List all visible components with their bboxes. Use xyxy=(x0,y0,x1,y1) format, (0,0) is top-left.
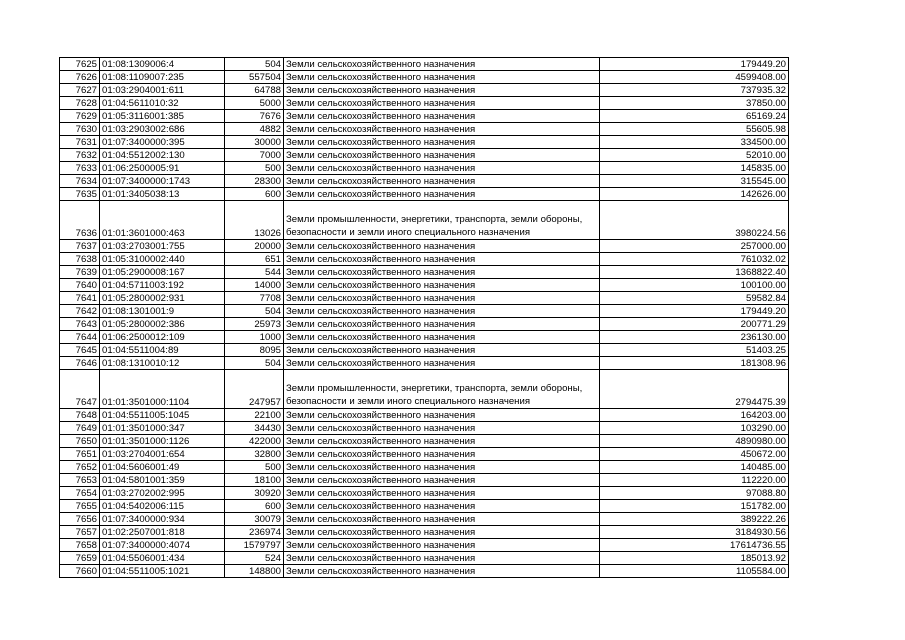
cadastral-value-cell: 257000.00 xyxy=(600,240,789,253)
cadastral-value-cell: 100100.00 xyxy=(600,279,789,292)
cadastral-number-cell: 01:05:2800002:386 xyxy=(100,318,225,331)
cadastral-number-cell: 01:03:2903002:686 xyxy=(100,123,225,136)
area-cell: 30000 xyxy=(225,136,284,149)
cadastral-number-cell: 01:07:3400000:1743 xyxy=(100,175,225,188)
area-cell: 504 xyxy=(225,357,284,370)
cadastral-value-cell: 112220.00 xyxy=(600,474,789,487)
cadastral-number-cell: 01:06:2500005:91 xyxy=(100,162,225,175)
table-row xyxy=(60,292,789,305)
land-category-cell: Земли сельскохозяйственного назначения xyxy=(284,513,600,526)
row-number-cell: 7626 xyxy=(60,71,100,84)
land-category-cell: Земли сельскохозяйственного назначения xyxy=(284,331,600,344)
row-number-cell: 7625 xyxy=(60,58,100,71)
row-number-cell: 7657 xyxy=(60,526,100,539)
cadastral-number-cell: 01:03:2702002:995 xyxy=(100,487,225,500)
table-row xyxy=(60,279,789,292)
area-cell: 5000 xyxy=(225,97,284,110)
land-category-cell: Земли промышленности, энергетики, транспорта, земли обороны, безопасности и земли иного специального назначения xyxy=(284,201,600,240)
land-category-cell: Земли сельскохозяйственного назначения xyxy=(284,175,600,188)
cadastral-number-cell: 01:04:5511005:1021 xyxy=(100,565,225,578)
cadastral-number-cell: 01:04:5801001:359 xyxy=(100,474,225,487)
row-number-cell: 7651 xyxy=(60,448,100,461)
row-number-cell: 7652 xyxy=(60,461,100,474)
area-cell: 8095 xyxy=(225,344,284,357)
land-category-cell: Земли сельскохозяйственного назначения xyxy=(284,123,600,136)
area-cell: 30079 xyxy=(225,513,284,526)
cadastral-number-cell: 01:01:3405038:13 xyxy=(100,188,225,201)
cadastral-value-cell: 1368822.40 xyxy=(600,266,789,279)
cadastral-value-cell: 2794475.39 xyxy=(600,370,789,409)
row-number-cell: 7648 xyxy=(60,409,100,422)
table-row xyxy=(60,526,789,539)
land-category-cell: Земли сельскохозяйственного назначения xyxy=(284,58,600,71)
cadastral-value-cell: 179449.20 xyxy=(600,305,789,318)
land-category-cell: Земли сельскохозяйственного назначения xyxy=(284,474,600,487)
cadastral-number-cell: 01:08:1301001:9 xyxy=(100,305,225,318)
land-category-cell: Земли сельскохозяйственного назначения xyxy=(284,526,600,539)
table-row xyxy=(60,448,789,461)
table-row xyxy=(60,318,789,331)
table-row xyxy=(60,71,789,84)
row-number-cell: 7660 xyxy=(60,565,100,578)
table-row xyxy=(60,149,789,162)
area-cell: 34430 xyxy=(225,422,284,435)
table-row xyxy=(60,474,789,487)
land-category-cell: Земли сельскохозяйственного назначения xyxy=(284,266,600,279)
land-category-cell: Земли сельскохозяйственного назначения xyxy=(284,487,600,500)
land-category-cell: Земли сельскохозяйственного назначения xyxy=(284,500,600,513)
area-cell: 524 xyxy=(225,552,284,565)
cadastral-number-cell: 01:04:5511005:1045 xyxy=(100,409,225,422)
land-registry-body xyxy=(60,58,789,578)
area-cell: 7708 xyxy=(225,292,284,305)
row-number-cell: 7638 xyxy=(60,253,100,266)
area-cell: 504 xyxy=(225,305,284,318)
cadastral-number-cell: 01:08:1310010:12 xyxy=(100,357,225,370)
cadastral-number-cell: 01:03:2703001:755 xyxy=(100,240,225,253)
table-row xyxy=(60,565,789,578)
area-cell: 600 xyxy=(225,188,284,201)
cadastral-number-cell: 01:01:3501000:1126 xyxy=(100,435,225,448)
table-row xyxy=(60,513,789,526)
cadastral-value-cell: 37850.00 xyxy=(600,97,789,110)
area-cell: 30920 xyxy=(225,487,284,500)
area-cell: 25973 xyxy=(225,318,284,331)
cadastral-number-cell: 01:02:2507001:818 xyxy=(100,526,225,539)
cadastral-number-cell: 01:04:5511004:89 xyxy=(100,344,225,357)
row-number-cell: 7627 xyxy=(60,84,100,97)
row-number-cell: 7653 xyxy=(60,474,100,487)
cadastral-value-cell: 17614736.55 xyxy=(600,539,789,552)
land-category-cell: Земли сельскохозяйственного назначения xyxy=(284,344,600,357)
table-row xyxy=(60,266,789,279)
area-cell: 4882 xyxy=(225,123,284,136)
land-category-cell: Земли сельскохозяйственного назначения xyxy=(284,318,600,331)
row-number-cell: 7629 xyxy=(60,110,100,123)
row-number-cell: 7633 xyxy=(60,162,100,175)
cadastral-number-cell: 01:04:5506001:434 xyxy=(100,552,225,565)
land-category-cell: Земли сельскохозяйственного назначения xyxy=(284,136,600,149)
cadastral-number-cell: 01:05:3116001:385 xyxy=(100,110,225,123)
land-category-cell: Земли сельскохозяйственного назначения xyxy=(284,552,600,565)
area-cell: 236974 xyxy=(225,526,284,539)
land-category-cell: Земли сельскохозяйственного назначения xyxy=(284,188,600,201)
area-cell: 32800 xyxy=(225,448,284,461)
cadastral-value-cell: 4599408.00 xyxy=(600,71,789,84)
table-row xyxy=(60,370,789,409)
cadastral-value-cell: 4890980.00 xyxy=(600,435,789,448)
cadastral-value-cell: 52010.00 xyxy=(600,149,789,162)
cadastral-value-cell: 236130.00 xyxy=(600,331,789,344)
table-row xyxy=(60,136,789,149)
area-cell: 7676 xyxy=(225,110,284,123)
cadastral-value-cell: 334500.00 xyxy=(600,136,789,149)
area-cell: 500 xyxy=(225,461,284,474)
land-category-cell: Земли сельскохозяйственного назначения xyxy=(284,71,600,84)
row-number-cell: 7632 xyxy=(60,149,100,162)
area-cell: 600 xyxy=(225,500,284,513)
row-number-cell: 7628 xyxy=(60,97,100,110)
land-category-cell: Земли сельскохозяйственного назначения xyxy=(284,97,600,110)
land-category-cell: Земли промышленности, энергетики, транспорта, земли обороны, безопасности и земли иного специального назначения xyxy=(284,370,600,409)
row-number-cell: 7658 xyxy=(60,539,100,552)
land-category-cell: Земли сельскохозяйственного назначения xyxy=(284,162,600,175)
land-category-cell: Земли сельскохозяйственного назначения xyxy=(284,565,600,578)
cadastral-value-cell: 179449.20 xyxy=(600,58,789,71)
row-number-cell: 7647 xyxy=(60,370,100,409)
row-number-cell: 7650 xyxy=(60,435,100,448)
table-row xyxy=(60,331,789,344)
row-number-cell: 7643 xyxy=(60,318,100,331)
area-cell: 7000 xyxy=(225,149,284,162)
cadastral-value-cell: 59582.84 xyxy=(600,292,789,305)
cadastral-number-cell: 01:01:3501000:1104 xyxy=(100,370,225,409)
table-row xyxy=(60,162,789,175)
table-row xyxy=(60,240,789,253)
area-cell: 1000 xyxy=(225,331,284,344)
row-number-cell: 7646 xyxy=(60,357,100,370)
cadastral-value-cell: 142626.00 xyxy=(600,188,789,201)
cadastral-number-cell: 01:07:3400000:934 xyxy=(100,513,225,526)
row-number-cell: 7637 xyxy=(60,240,100,253)
cadastral-number-cell: 01:07:3400000:4074 xyxy=(100,539,225,552)
cadastral-value-cell: 151782.00 xyxy=(600,500,789,513)
cadastral-value-cell: 3184930.56 xyxy=(600,526,789,539)
cadastral-value-cell: 145835.00 xyxy=(600,162,789,175)
table-row xyxy=(60,357,789,370)
land-category-cell: Земли сельскохозяйственного назначения xyxy=(284,461,600,474)
cadastral-value-cell: 185013.92 xyxy=(600,552,789,565)
land-registry-table xyxy=(59,57,789,578)
row-number-cell: 7641 xyxy=(60,292,100,305)
land-category-cell: Земли сельскохозяйственного назначения xyxy=(284,357,600,370)
table-row xyxy=(60,344,789,357)
cadastral-number-cell: 01:07:3400000:395 xyxy=(100,136,225,149)
table-row xyxy=(60,422,789,435)
cadastral-number-cell: 01:01:3501000:347 xyxy=(100,422,225,435)
table-row xyxy=(60,487,789,500)
area-cell: 422000 xyxy=(225,435,284,448)
area-cell: 14000 xyxy=(225,279,284,292)
area-cell: 247957 xyxy=(225,370,284,409)
cadastral-value-cell: 51403.25 xyxy=(600,344,789,357)
land-category-cell: Земли сельскохозяйственного назначения xyxy=(284,253,600,266)
area-cell: 28300 xyxy=(225,175,284,188)
table-row xyxy=(60,409,789,422)
area-cell: 651 xyxy=(225,253,284,266)
table-row xyxy=(60,435,789,448)
row-number-cell: 7656 xyxy=(60,513,100,526)
cadastral-number-cell: 01:04:5611010:32 xyxy=(100,97,225,110)
row-number-cell: 7649 xyxy=(60,422,100,435)
cadastral-number-cell: 01:05:3100002:440 xyxy=(100,253,225,266)
cadastral-value-cell: 3980224.56 xyxy=(600,201,789,240)
row-number-cell: 7654 xyxy=(60,487,100,500)
table-row xyxy=(60,110,789,123)
row-number-cell: 7645 xyxy=(60,344,100,357)
land-category-cell: Земли сельскохозяйственного назначения xyxy=(284,292,600,305)
land-category-cell: Земли сельскохозяйственного назначения xyxy=(284,422,600,435)
cadastral-number-cell: 01:03:2904001:611 xyxy=(100,84,225,97)
cadastral-number-cell: 01:06:2500012:109 xyxy=(100,331,225,344)
table-row xyxy=(60,97,789,110)
cadastral-number-cell: 01:03:2704001:654 xyxy=(100,448,225,461)
cadastral-value-cell: 164203.00 xyxy=(600,409,789,422)
cadastral-value-cell: 1105584.00 xyxy=(600,565,789,578)
row-number-cell: 7659 xyxy=(60,552,100,565)
area-cell: 500 xyxy=(225,162,284,175)
area-cell: 64788 xyxy=(225,84,284,97)
area-cell: 1579797 xyxy=(225,539,284,552)
cadastral-number-cell: 01:04:5402006:115 xyxy=(100,500,225,513)
table-row xyxy=(60,500,789,513)
cadastral-number-cell: 01:01:3601000:463 xyxy=(100,201,225,240)
row-number-cell: 7655 xyxy=(60,500,100,513)
cadastral-number-cell: 01:04:5512002:130 xyxy=(100,149,225,162)
area-cell: 18100 xyxy=(225,474,284,487)
land-category-cell: Земли сельскохозяйственного назначения xyxy=(284,448,600,461)
cadastral-value-cell: 761032.02 xyxy=(600,253,789,266)
cadastral-number-cell: 01:05:2800002:931 xyxy=(100,292,225,305)
cadastral-value-cell: 181308.96 xyxy=(600,357,789,370)
cadastral-number-cell: 01:04:5606001:49 xyxy=(100,461,225,474)
cadastral-value-cell: 737935.32 xyxy=(600,84,789,97)
land-category-cell: Земли сельскохозяйственного назначения xyxy=(284,279,600,292)
cadastral-value-cell: 315545.00 xyxy=(600,175,789,188)
table-row xyxy=(60,175,789,188)
cadastral-number-cell: 01:08:1109007:235 xyxy=(100,71,225,84)
row-number-cell: 7631 xyxy=(60,136,100,149)
table-row xyxy=(60,539,789,552)
area-cell: 22100 xyxy=(225,409,284,422)
land-category-cell: Земли сельскохозяйственного назначения xyxy=(284,149,600,162)
row-number-cell: 7640 xyxy=(60,279,100,292)
land-category-cell: Земли сельскохозяйственного назначения xyxy=(284,435,600,448)
row-number-cell: 7636 xyxy=(60,201,100,240)
row-number-cell: 7635 xyxy=(60,188,100,201)
cadastral-number-cell: 01:05:2900008:167 xyxy=(100,266,225,279)
table-row xyxy=(60,552,789,565)
cadastral-value-cell: 389222.26 xyxy=(600,513,789,526)
cadastral-value-cell: 65169.24 xyxy=(600,110,789,123)
cadastral-value-cell: 200771.29 xyxy=(600,318,789,331)
cadastral-value-cell: 97088.80 xyxy=(600,487,789,500)
area-cell: 544 xyxy=(225,266,284,279)
table-row xyxy=(60,84,789,97)
land-category-cell: Земли сельскохозяйственного назначения xyxy=(284,84,600,97)
cadastral-number-cell: 01:08:1309006:4 xyxy=(100,58,225,71)
cadastral-value-cell: 140485.00 xyxy=(600,461,789,474)
land-category-cell: Земли сельскохозяйственного назначения xyxy=(284,305,600,318)
table-row xyxy=(60,123,789,136)
area-cell: 13026 xyxy=(225,201,284,240)
table-row xyxy=(60,253,789,266)
cadastral-value-cell: 103290.00 xyxy=(600,422,789,435)
table-row xyxy=(60,188,789,201)
table-row xyxy=(60,461,789,474)
row-number-cell: 7639 xyxy=(60,266,100,279)
land-category-cell: Земли сельскохозяйственного назначения xyxy=(284,539,600,552)
row-number-cell: 7642 xyxy=(60,305,100,318)
table-row xyxy=(60,305,789,318)
row-number-cell: 7630 xyxy=(60,123,100,136)
land-category-cell: Земли сельскохозяйственного назначения xyxy=(284,409,600,422)
land-category-cell: Земли сельскохозяйственного назначения xyxy=(284,240,600,253)
land-category-cell: Земли сельскохозяйственного назначения xyxy=(284,110,600,123)
row-number-cell: 7644 xyxy=(60,331,100,344)
area-cell: 20000 xyxy=(225,240,284,253)
cadastral-number-cell: 01:04:5711003:192 xyxy=(100,279,225,292)
cadastral-value-cell: 55605.98 xyxy=(600,123,789,136)
area-cell: 504 xyxy=(225,58,284,71)
table-row xyxy=(60,58,789,71)
area-cell: 557504 xyxy=(225,71,284,84)
area-cell: 148800 xyxy=(225,565,284,578)
table-row xyxy=(60,201,789,240)
cadastral-value-cell: 450672.00 xyxy=(600,448,789,461)
row-number-cell: 7634 xyxy=(60,175,100,188)
